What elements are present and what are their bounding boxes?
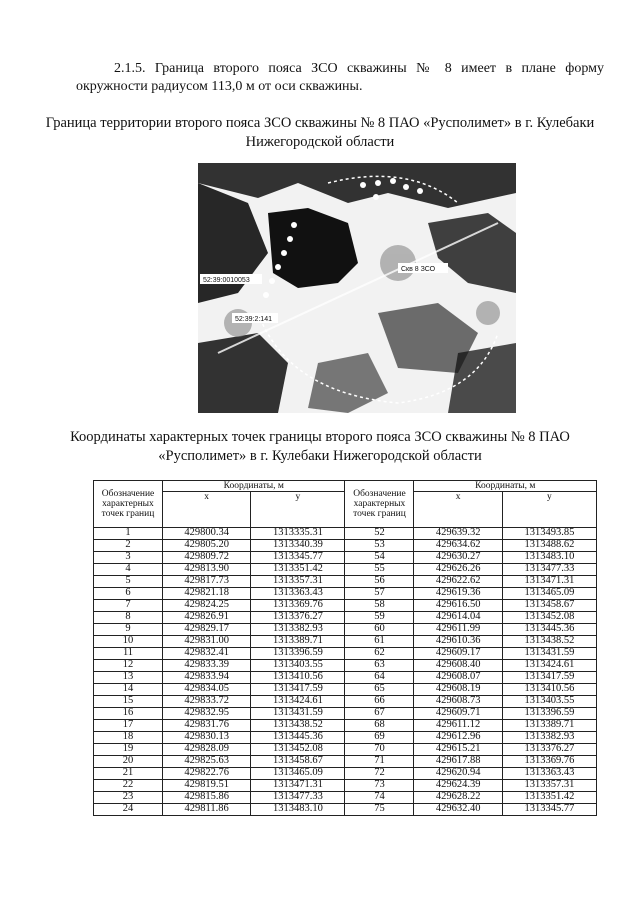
cell-x1: 429833.39 [163,660,251,672]
cell-x2: 429608.40 [414,660,502,672]
cell-p1: 11 [94,648,163,660]
coordinates-table-body [94,528,597,816]
cell-p1: 8 [94,612,163,624]
cell-p2: 59 [345,612,414,624]
cell-y2: 1313477.33 [502,564,596,576]
cell-p2: 69 [345,732,414,744]
cell-p1: 21 [94,768,163,780]
table-row [94,660,597,672]
cell-p1: 18 [94,732,163,744]
header-coords-right: Координаты, м [414,481,597,492]
cell-x2: 429610.36 [414,636,502,648]
cell-y1: 1313340.39 [251,540,345,552]
cell-y1: 1313376.27 [251,612,345,624]
cell-p1: 3 [94,552,163,564]
table-heading: Координаты характерных точек границы второго пояса ЗСО скважины № 8 ПАО «Русполимет» в г. Кулебаки Нижегородской области [70,429,570,464]
cell-x2: 429614.04 [414,612,502,624]
table-row [94,720,597,732]
cell-x1: 429821.18 [163,588,251,600]
cell-x1: 429826.91 [163,612,251,624]
cell-p2: 74 [345,792,414,804]
header-x-left: x [163,492,251,528]
cell-y1: 1313335.31 [251,528,345,540]
cell-p1: 4 [94,564,163,576]
cell-y1: 1313410.56 [251,672,345,684]
cell-p1: 12 [94,660,163,672]
cell-y2: 1313493.85 [502,528,596,540]
cell-p2: 53 [345,540,414,552]
cell-x2: 429617.88 [414,756,502,768]
cell-p2: 60 [345,624,414,636]
cell-p1: 20 [94,756,163,768]
cell-p2: 54 [345,552,414,564]
cell-x1: 429817.73 [163,576,251,588]
cell-x2: 429609.71 [414,708,502,720]
cell-x1: 429824.25 [163,600,251,612]
table-row [94,768,597,780]
cell-p1: 10 [94,636,163,648]
table-row [94,744,597,756]
table-row [94,540,597,552]
table-row [94,600,597,612]
cell-x1: 429831.00 [163,636,251,648]
cell-p1: 5 [94,576,163,588]
cell-x1: 429833.72 [163,696,251,708]
cell-x2: 429620.94 [414,768,502,780]
cell-x1: 429822.76 [163,768,251,780]
header-point-left: Обозначение характерных точек границ [94,481,163,528]
cell-y2: 1313345.77 [502,804,596,816]
cell-p1: 24 [94,804,163,816]
map-heading: Граница территории второго пояса ЗСО скважины № 8 ПАО «Русполимет» в г. Кулебаки Нижегородской области [45,115,595,150]
cell-y1: 1313465.09 [251,768,345,780]
cell-p2: 65 [345,684,414,696]
cell-p2: 73 [345,780,414,792]
cell-p1: 17 [94,720,163,732]
table-row [94,684,597,696]
cell-y1: 1313424.61 [251,696,345,708]
cell-p2: 64 [345,672,414,684]
cell-x1: 429828.09 [163,744,251,756]
cell-x1: 429800.34 [163,528,251,540]
cell-y2: 1313389.71 [502,720,596,732]
cell-p1: 19 [94,744,163,756]
cell-x1: 429813.90 [163,564,251,576]
cell-p1: 2 [94,540,163,552]
cell-y2: 1313363.43 [502,768,596,780]
cell-x1: 429809.72 [163,552,251,564]
cell-y2: 1313488.62 [502,540,596,552]
coordinates-table [93,480,597,816]
cell-y1: 1313363.43 [251,588,345,600]
cell-y2: 1313452.08 [502,612,596,624]
cell-p2: 68 [345,720,414,732]
cell-p2: 66 [345,696,414,708]
cell-y2: 1313445.36 [502,624,596,636]
cell-x1: 429834.05 [163,684,251,696]
cell-y2: 1313431.59 [502,648,596,660]
table-row [94,564,597,576]
cell-p2: 72 [345,768,414,780]
cell-p1: 1 [94,528,163,540]
cell-x2: 429615.21 [414,744,502,756]
cell-y2: 1313465.09 [502,588,596,600]
cell-p2: 63 [345,660,414,672]
cell-x1: 429832.95 [163,708,251,720]
header-coords-left: Координаты, м [163,481,345,492]
cell-x2: 429608.19 [414,684,502,696]
cell-y2: 1313417.59 [502,672,596,684]
cell-y1: 1313471.31 [251,780,345,792]
cell-y1: 1313483.10 [251,804,345,816]
section-paragraph: 2.1.5. Граница второго пояса ЗСО скважины № 8 имеет в плане форму окружности радиусом 113,0 м от оси скважины. [76,61,604,94]
cell-x2: 429611.99 [414,624,502,636]
cell-x2: 429639.32 [414,528,502,540]
cell-y1: 1313345.77 [251,552,345,564]
cell-y2: 1313382.93 [502,732,596,744]
cell-p2: 57 [345,588,414,600]
cell-x2: 429619.36 [414,588,502,600]
cell-p2: 71 [345,756,414,768]
header-y-left: y [251,492,345,528]
table-row [94,648,597,660]
cell-x1: 429829.17 [163,624,251,636]
site-map [198,163,516,413]
table-row [94,552,597,564]
cell-y1: 1313477.33 [251,792,345,804]
cell-p2: 62 [345,648,414,660]
table-row [94,792,597,804]
cell-p2: 70 [345,744,414,756]
cell-y1: 1313369.76 [251,600,345,612]
cell-p1: 7 [94,600,163,612]
cell-x2: 429630.27 [414,552,502,564]
cell-y2: 1313471.31 [502,576,596,588]
cell-y2: 1313357.31 [502,780,596,792]
cell-y1: 1313403.55 [251,660,345,672]
table-row [94,612,597,624]
cell-p1: 23 [94,792,163,804]
cell-y1: 1313431.59 [251,708,345,720]
cell-x1: 429833.94 [163,672,251,684]
cell-x2: 429624.39 [414,780,502,792]
cell-x1: 429825.63 [163,756,251,768]
cell-x2: 429626.26 [414,564,502,576]
cell-x1: 429815.86 [163,792,251,804]
table-row [94,576,597,588]
cell-p2: 55 [345,564,414,576]
cell-x2: 429622.62 [414,576,502,588]
cell-p1: 6 [94,588,163,600]
cell-y1: 1313351.42 [251,564,345,576]
cell-y1: 1313458.67 [251,756,345,768]
table-row [94,672,597,684]
cell-y2: 1313396.59 [502,708,596,720]
table-row [94,528,597,540]
cell-y1: 1313438.52 [251,720,345,732]
cell-x2: 429611.12 [414,720,502,732]
cell-x2: 429608.73 [414,696,502,708]
table-row [94,804,597,816]
cell-p1: 22 [94,780,163,792]
cell-p2: 58 [345,600,414,612]
table-row [94,588,597,600]
table-row [94,732,597,744]
cell-y1: 1313445.36 [251,732,345,744]
cell-p1: 14 [94,684,163,696]
cell-y2: 1313424.61 [502,660,596,672]
cell-y2: 1313438.52 [502,636,596,648]
cell-x2: 429608.07 [414,672,502,684]
cell-p1: 13 [94,672,163,684]
cell-p2: 61 [345,636,414,648]
header-y-right: y [502,492,596,528]
table-row [94,624,597,636]
cell-y2: 1313458.67 [502,600,596,612]
well-label: Скв 8 ЗСО [401,266,436,273]
cell-x1: 429805.20 [163,540,251,552]
cell-y1: 1313382.93 [251,624,345,636]
cell-y2: 1313410.56 [502,684,596,696]
cell-p1: 16 [94,708,163,720]
cell-x1: 429830.13 [163,732,251,744]
table-row [94,696,597,708]
cell-x2: 429632.40 [414,804,502,816]
cell-x2: 429634.62 [414,540,502,552]
cell-y2: 1313403.55 [502,696,596,708]
header-x-right: x [414,492,502,528]
cell-y1: 1313357.31 [251,576,345,588]
cadastral-label-2: 52:39:2:141 [235,316,272,323]
cell-y2: 1313483.10 [502,552,596,564]
table-row [94,708,597,720]
cadastral-label-1: 52:39:0010053 [203,277,250,284]
table-row [94,780,597,792]
cell-p2: 75 [345,804,414,816]
cell-p1: 15 [94,696,163,708]
table-row [94,756,597,768]
cell-x2: 429609.17 [414,648,502,660]
cell-p1: 9 [94,624,163,636]
cell-y1: 1313389.71 [251,636,345,648]
cell-y1: 1313396.59 [251,648,345,660]
cell-x1: 429811.86 [163,804,251,816]
cell-y1: 1313452.08 [251,744,345,756]
cell-y2: 1313369.76 [502,756,596,768]
cell-x1: 429819.51 [163,780,251,792]
cell-p2: 52 [345,528,414,540]
cell-y2: 1313351.42 [502,792,596,804]
cell-x1: 429832.41 [163,648,251,660]
cell-x2: 429628.22 [414,792,502,804]
cell-x1: 429831.76 [163,720,251,732]
cell-x2: 429612.96 [414,732,502,744]
cell-x2: 429616.50 [414,600,502,612]
cell-p2: 67 [345,708,414,720]
table-row [94,636,597,648]
cell-p2: 56 [345,576,414,588]
cell-y1: 1313417.59 [251,684,345,696]
header-point-right: Обозначение характерных точек границ [345,481,414,528]
cell-y2: 1313376.27 [502,744,596,756]
